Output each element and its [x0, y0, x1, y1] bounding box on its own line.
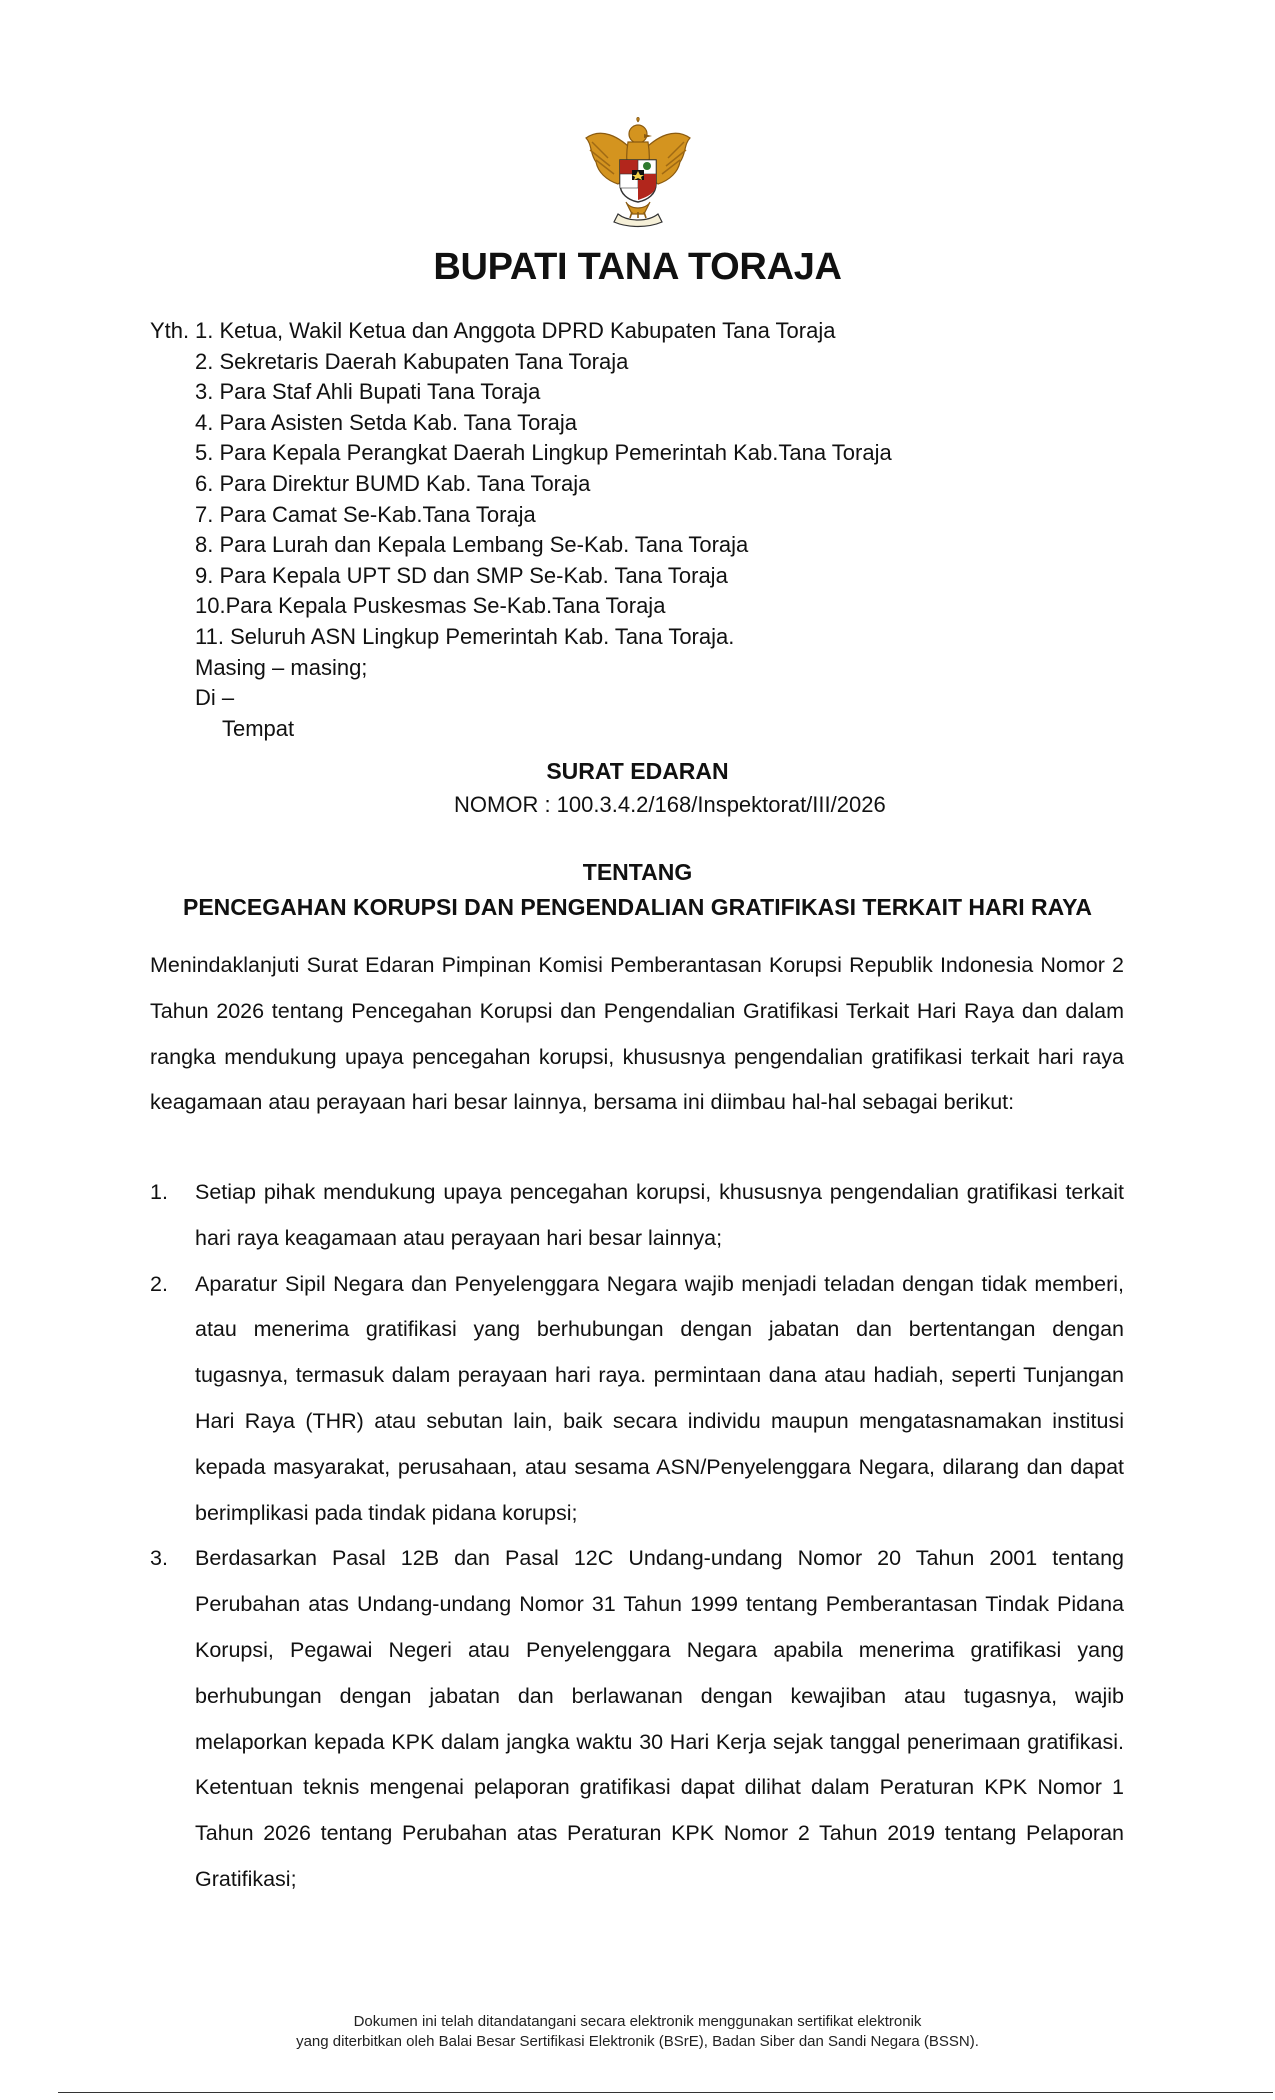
list-item: [150, 1262, 1124, 1537]
list-text: Berdasarkan Pasal 12B dan Pasal 12C Undang-undang Nomor 20 Tahun 2001 tentang Perubahan atas Undang-undang Nomor 31 Tahun 1999 tentang Pemberantasan Tindak Pidana Korupsi, Pegawai Negeri atau Penyelenggara Negara apabila menerima gratifikasi yang berhubungan dengan jabatan dan berlawanan dengan kewajiban atau tugasnya, wajib melaporkan kepada KPK dalam jangka waktu 30 Hari Kerja sejak tanggal penerimaan gratifikasi. Ketentuan teknis mengenai pelaporan gratifikasi dapat dilihat dalam Peraturan KPK Nomor 1 Tahun 2026 tentang Perubahan atas Peraturan KPK Nomor 2 Tahun 2019 tentang Pelaporan Gratifikasi;: [195, 1546, 1124, 1891]
recipient-item: [150, 591, 892, 622]
recipient-text: 1. Ketua, Wakil Ketua dan Anggota DPRD Kabupaten Tana Toraja: [195, 318, 836, 343]
list-item: [150, 1536, 1124, 1902]
masing-line: Masing – masing;: [195, 654, 368, 680]
recipient-item: [150, 377, 892, 408]
footer-line: Dokumen ini telah ditandatangani secara elektronik menggunakan sertifikat elektronik: [353, 2013, 922, 2030]
recipient-text: 10.Para Kepala Puskesmas Se-Kab.Tana Toraja: [195, 593, 666, 619]
circular-subject: PENCEGAHAN KORUPSI DAN PENGENDALIAN GRATIFIKASI TERKAIT HARI RAYA: [183, 894, 1092, 920]
recipient-text: 8. Para Lurah dan Kepala Lembang Se-Kab. Tana Toraja: [195, 532, 749, 558]
recipient-item: [150, 347, 892, 378]
recipient-text: 6. Para Direktur BUMD Kab. Tana Toraja: [195, 470, 591, 496]
recipient-text: 11. Seluruh ASN Lingkup Pemerintah Kab. Tana Toraja.: [195, 623, 735, 649]
recipient-item: [150, 408, 892, 439]
list-number: 2.: [150, 1271, 168, 1296]
address-block: [150, 316, 892, 744]
e-signature-footer: [0, 2012, 1275, 2052]
page-title: BUPATI TANA TORAJA: [433, 246, 842, 288]
di-line: Di –: [195, 685, 235, 711]
recipient-text: 5. Para Kepala Perangkat Daerah Lingkup Pemerintah Kab.Tana Toraja: [195, 440, 892, 466]
garuda-emblem-icon: [578, 114, 698, 232]
circular-number: NOMOR : 100.3.4.2/168/Inspektorat/III/2026: [454, 792, 886, 817]
recipient-text: 2. Sekretaris Daerah Kabupaten Tana Toraja: [195, 348, 629, 374]
recipient-item: [150, 530, 892, 561]
recipient-text: 7. Para Camat Se-Kab.Tana Toraja: [195, 501, 536, 527]
numbered-list: [150, 1170, 1124, 1903]
recipient-text: 3. Para Staf Ahli Bupati Tana Toraja: [195, 379, 541, 405]
list-number: 3.: [150, 1546, 168, 1571]
recipient-text: 4. Para Asisten Setda Kab. Tana Toraja: [195, 409, 578, 435]
tempat-line: Tempat: [222, 715, 295, 741]
list-item: [150, 1170, 1124, 1262]
recipient-text: 9. Para Kepala UPT SD dan SMP Se-Kab. Tana Toraja: [195, 562, 728, 588]
footer-divider: [58, 2092, 1273, 2093]
list-number: 1.: [150, 1180, 168, 1204]
recipient-item: [150, 469, 892, 500]
list-text: Setiap pihak mendukung upaya pencegahan korupsi, khususnya pengendalian gratifikasi terkait hari raya keagamaan atau perayaan hari besar lainnya;: [195, 1180, 1124, 1250]
recipient-item: [150, 500, 892, 531]
recipient-item: [150, 622, 892, 653]
list-text: Aparatur Sipil Negara dan Penyelenggara Negara wajib menjadi teladan dengan tidak memberi, atau menerima gratifikasi yang berhubungan dengan jabatan dan bertentangan dengan tugasnya, termasuk dalam perayaan hari raya. permintaan dana atau hadiah, seperti Tunjangan Hari Raya (THR) atau sebutan lain, baik secara individu maupun mengatasnamakan institusi kepada masyarakat, perusahaan, atau sesama ASN/Penyelenggara Negara, dilarang dan dapat berimplikasi pada tindak pidana korupsi;: [195, 1271, 1124, 1525]
yth-label: Yth.: [150, 318, 190, 343]
circular-title: SURAT EDARAN: [546, 758, 729, 784]
footer-line: yang diterbitkan oleh Balai Besar Sertifikasi Elektronik (BSrE), Badan Siber dan Sandi Negara (BSSN).: [296, 2033, 979, 2050]
recipient-item: [150, 438, 892, 469]
tentang-label: TENTANG: [582, 859, 693, 885]
intro-paragraph: Menindaklanjuti Surat Edaran Pimpinan Komisi Pemberantasan Korupsi Republik Indonesia Nomor 2 Tahun 2026 tentang Pencegahan Korupsi dan Pengendalian Gratifikasi Terkait Hari Raya dan dalam rangka mendukung upaya pencegahan korupsi, khususnya pengendalian gratifikasi terkait hari raya keagamaan atau perayaan hari besar lainnya, bersama ini diimbau hal-hal sebagai berikut:: [150, 953, 1124, 1115]
recipient-item: [150, 316, 892, 347]
recipient-item: [150, 561, 892, 592]
